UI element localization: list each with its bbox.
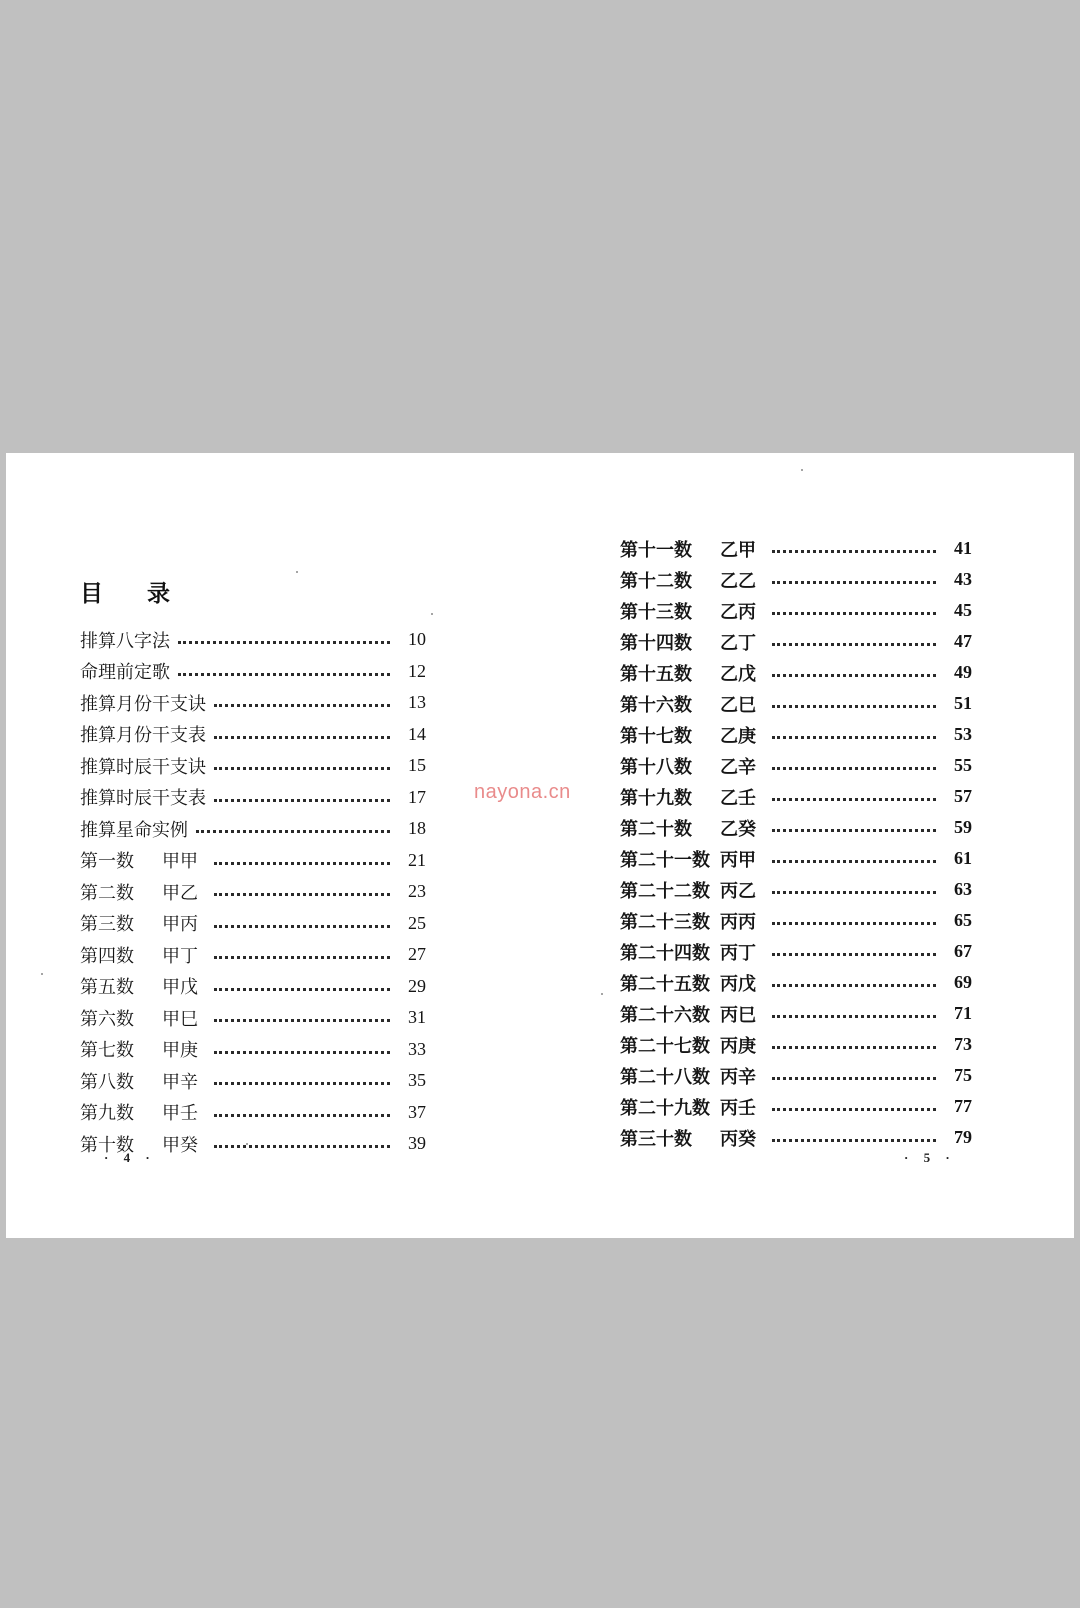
toc-entry-stems: 乙壬	[720, 787, 756, 809]
toc-entry	[620, 657, 972, 688]
toc-entry	[620, 936, 972, 967]
toc-entry-page-number: 57	[954, 786, 972, 806]
toc-entry-stems: 乙巳	[720, 694, 756, 716]
dot-leader	[772, 550, 936, 553]
toc-entry-ordinal: 第十九数	[620, 787, 692, 809]
toc-entry	[80, 908, 426, 940]
toc-entry-stems: 乙乙	[720, 570, 756, 592]
toc-right-column	[620, 533, 972, 1153]
toc-entry-page-number: 10	[408, 629, 426, 650]
dot-leader	[214, 988, 390, 991]
dot-leader	[214, 862, 390, 865]
toc-entry-ordinal: 第二十九数	[620, 1097, 710, 1119]
toc-entry	[620, 781, 972, 812]
toc-entry	[80, 782, 426, 814]
toc-entry	[620, 843, 972, 874]
dot-leader	[772, 922, 936, 925]
dot-leader	[772, 891, 936, 894]
toc-entry-ordinal: 第七数	[80, 1040, 134, 1062]
dot-leader	[772, 953, 936, 956]
toc-entry-page-number: 47	[954, 631, 972, 651]
toc-entry-ordinal: 第二数	[80, 882, 134, 904]
toc-entry	[620, 533, 972, 564]
toc-entry-title: 推算时辰干支诀	[80, 756, 206, 778]
toc-entry	[620, 1060, 972, 1091]
toc-entry-ordinal: 第十二数	[620, 570, 692, 592]
toc-entry	[80, 656, 426, 688]
toc-entry	[80, 971, 426, 1003]
toc-entry-stems: 丙辛	[720, 1066, 756, 1088]
dot-leader	[772, 767, 936, 770]
toc-entry-stems: 丙甲	[720, 849, 756, 871]
toc-entry-ordinal: 第二十数	[620, 818, 692, 840]
toc-entry-page-number: 73	[954, 1034, 972, 1054]
toc-entry-page-number: 61	[954, 848, 972, 868]
toc-entry-ordinal: 第四数	[80, 945, 134, 967]
dot-leader	[214, 893, 390, 896]
toc-entry-title: 推算月份干支诀	[80, 693, 206, 715]
toc-entry-page-number: 55	[954, 755, 972, 775]
toc-entry-ordinal: 第二十二数	[620, 880, 710, 902]
toc-entry-page-number: 27	[408, 944, 426, 965]
dot-leader	[772, 1077, 936, 1080]
toc-entry-ordinal: 第二十一数	[620, 849, 710, 871]
toc-entry	[620, 688, 972, 719]
toc-entry-stems: 乙甲	[720, 539, 756, 561]
toc-entry	[80, 845, 426, 877]
toc-entry-ordinal: 第十六数	[620, 694, 692, 716]
dot-leader	[214, 956, 390, 959]
toc-entry-stems: 甲乙	[162, 882, 198, 904]
dot-leader	[772, 860, 936, 863]
toc-entry-ordinal: 第十四数	[620, 632, 692, 654]
toc-entry-stems: 丙癸	[720, 1128, 756, 1150]
dot-leader	[178, 673, 390, 676]
dot-leader	[772, 984, 936, 987]
toc-entry	[80, 813, 426, 845]
toc-entry	[80, 687, 426, 719]
dot-leader	[214, 1082, 390, 1085]
toc-entry-stems: 甲巳	[162, 1008, 198, 1030]
toc-entry-page-number: 67	[954, 941, 972, 961]
toc-entry-page-number: 51	[954, 693, 972, 713]
toc-entry-stems: 甲戊	[162, 977, 198, 999]
toc-entry-stems: 丙丁	[720, 942, 756, 964]
dot-leader	[772, 1139, 936, 1142]
toc-entry	[620, 874, 972, 905]
toc-entry-ordinal: 第二十七数	[620, 1035, 710, 1057]
toc-entry	[620, 719, 972, 750]
toc-entry-page-number: 77	[954, 1096, 972, 1116]
toc-entry	[80, 750, 426, 782]
dot-leader	[214, 704, 390, 707]
toc-entry	[80, 1002, 426, 1034]
dot-leader	[772, 736, 936, 739]
toc-entry-ordinal: 第三数	[80, 914, 134, 936]
toc-entry-stems: 乙丙	[720, 601, 756, 623]
dot-leader	[214, 1019, 390, 1022]
toc-entry-page-number: 75	[954, 1065, 972, 1085]
toc-entry-ordinal: 第九数	[80, 1103, 134, 1125]
toc-entry-ordinal: 第十一数	[620, 539, 692, 561]
dot-leader	[214, 736, 390, 739]
scan-speck	[41, 973, 43, 975]
toc-entry-stems: 乙癸	[720, 818, 756, 840]
toc-entry-ordinal: 第十五数	[620, 663, 692, 685]
dot-leader	[214, 767, 390, 770]
toc-entry-ordinal: 第十七数	[620, 725, 692, 747]
toc-entry-page-number: 17	[408, 786, 426, 807]
toc-entry	[620, 750, 972, 781]
toc-entry-ordinal: 第八数	[80, 1071, 134, 1093]
toc-entry	[80, 719, 426, 751]
toc-entry-stems: 丙丙	[720, 911, 756, 933]
toc-entry-page-number: 79	[954, 1127, 972, 1147]
dot-leader	[214, 799, 390, 802]
toc-entry-page-number: 14	[408, 723, 426, 744]
toc-entry	[620, 1122, 972, 1153]
dot-leader	[214, 925, 390, 928]
toc-entry-page-number: 39	[408, 1133, 426, 1154]
toc-entry-page-number: 65	[954, 910, 972, 930]
toc-entry	[80, 1065, 426, 1097]
toc-entry-page-number: 15	[408, 755, 426, 776]
toc-entry	[80, 1034, 426, 1066]
toc-entry	[620, 998, 972, 1029]
toc-entry-stems: 甲甲	[162, 851, 198, 873]
toc-entry-page-number: 25	[408, 912, 426, 933]
toc-entry	[620, 905, 972, 936]
toc-entry-stems: 甲癸	[162, 1134, 198, 1156]
toc-entry-ordinal: 第二十六数	[620, 1004, 710, 1026]
toc-heading: 目 录	[80, 580, 189, 607]
scan-speck	[296, 571, 298, 573]
dot-leader	[772, 1108, 936, 1111]
scan-speck	[801, 469, 803, 471]
dot-leader	[214, 1114, 390, 1117]
toc-entry	[620, 626, 972, 657]
dot-leader	[214, 1145, 390, 1148]
toc-entry-title: 排算八字法	[80, 630, 170, 652]
toc-entry-ordinal: 第十数	[80, 1134, 134, 1156]
toc-entry-page-number: 35	[408, 1070, 426, 1091]
toc-entry-stems: 丙巳	[720, 1004, 756, 1026]
toc-entry-ordinal: 第五数	[80, 977, 134, 999]
toc-entry-page-number: 59	[954, 817, 972, 837]
toc-entry	[620, 1029, 972, 1060]
toc-entry	[620, 967, 972, 998]
watermark: nayona.cn	[474, 781, 571, 803]
page-number-right: · 5 ·	[904, 1150, 956, 1165]
dot-leader	[772, 798, 936, 801]
toc-entry-stems: 甲辛	[162, 1071, 198, 1093]
dot-leader	[772, 1015, 936, 1018]
toc-entry-ordinal: 第十三数	[620, 601, 692, 623]
toc-entry-stems: 丙戊	[720, 973, 756, 995]
toc-entry-ordinal: 第二十五数	[620, 973, 710, 995]
toc-entry-page-number: 49	[954, 662, 972, 682]
toc-entry-page-number: 69	[954, 972, 972, 992]
toc-entry-ordinal: 第六数	[80, 1008, 134, 1030]
toc-entry-page-number: 21	[408, 849, 426, 870]
toc-entry-ordinal: 第十八数	[620, 756, 692, 778]
dot-leader	[772, 829, 936, 832]
toc-entry-ordinal: 第二十四数	[620, 942, 710, 964]
page-number-left: · 4 ·	[104, 1150, 156, 1165]
toc-entry-ordinal: 第一数	[80, 851, 134, 873]
toc-entry-page-number: 63	[954, 879, 972, 899]
toc-entry-stems: 甲庚	[162, 1040, 198, 1062]
toc-entry-title: 命理前定歌	[80, 662, 170, 684]
toc-entry-stems: 丙庚	[720, 1035, 756, 1057]
toc-left-column	[80, 624, 426, 1160]
dot-leader	[772, 705, 936, 708]
toc-entry-stems: 甲壬	[162, 1103, 198, 1125]
scan-speck	[601, 993, 603, 995]
toc-entry-page-number: 23	[408, 881, 426, 902]
dot-leader	[196, 830, 390, 833]
toc-entry-stems: 乙戊	[720, 663, 756, 685]
dot-leader	[772, 581, 936, 584]
toc-entry-title: 推算月份干支表	[80, 725, 206, 747]
scan-speck	[246, 1143, 248, 1145]
toc-entry-page-number: 33	[408, 1038, 426, 1059]
toc-entry-page-number: 71	[954, 1003, 972, 1023]
toc-entry-title: 推算时辰干支表	[80, 788, 206, 810]
toc-entry	[80, 876, 426, 908]
toc-entry-stems: 乙庚	[720, 725, 756, 747]
toc-entry	[620, 564, 972, 595]
toc-entry-page-number: 12	[408, 660, 426, 681]
dot-leader	[214, 1051, 390, 1054]
dot-leader	[772, 1046, 936, 1049]
dot-leader	[772, 643, 936, 646]
toc-entry	[80, 624, 426, 656]
toc-entry-ordinal: 第二十八数	[620, 1066, 710, 1088]
scan-speck	[431, 613, 433, 615]
dot-leader	[178, 641, 390, 644]
dot-leader	[772, 612, 936, 615]
toc-entry-stems: 乙辛	[720, 756, 756, 778]
toc-entry-ordinal: 第二十三数	[620, 911, 710, 933]
scanned-book-spread	[6, 453, 1074, 1238]
toc-entry	[620, 1091, 972, 1122]
toc-entry-page-number: 37	[408, 1101, 426, 1122]
toc-entry-stems: 甲丁	[162, 945, 198, 967]
toc-entry-page-number: 13	[408, 692, 426, 713]
toc-entry	[80, 939, 426, 971]
toc-entry-stems: 甲丙	[162, 914, 198, 936]
toc-entry	[80, 1097, 426, 1129]
toc-entry-page-number: 41	[954, 538, 972, 558]
toc-entry-page-number: 43	[954, 569, 972, 589]
toc-entry-page-number: 31	[408, 1007, 426, 1028]
toc-entry-stems: 丙壬	[720, 1097, 756, 1119]
toc-entry-page-number: 45	[954, 600, 972, 620]
dot-leader	[772, 674, 936, 677]
toc-entry-page-number: 29	[408, 975, 426, 996]
toc-entry-ordinal: 第三十数	[620, 1128, 692, 1150]
toc-entry-stems: 丙乙	[720, 880, 756, 902]
toc-entry-page-number: 18	[408, 818, 426, 839]
toc-entry-page-number: 53	[954, 724, 972, 744]
toc-entry-stems: 乙丁	[720, 632, 756, 654]
toc-entry	[620, 595, 972, 626]
toc-entry-title: 推算星命实例	[80, 819, 188, 841]
toc-entry	[620, 812, 972, 843]
